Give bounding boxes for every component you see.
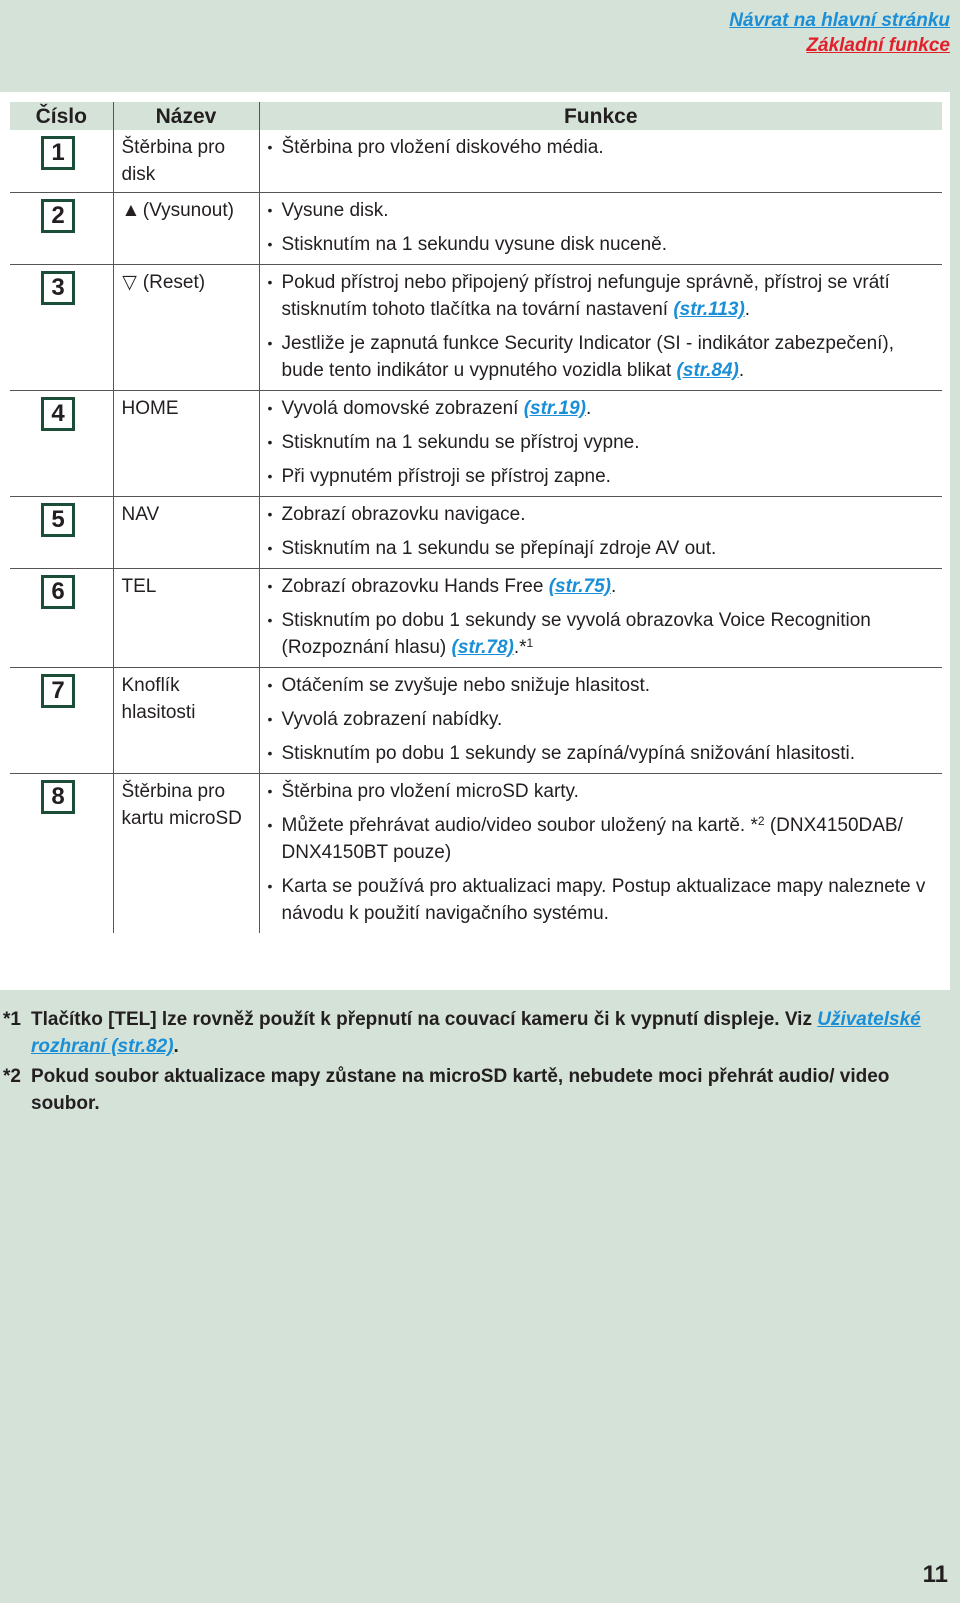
page-reference-link[interactable]: (str.78) (451, 637, 514, 658)
bullet-text: Stisknutím na 1 sekundu se přístroj vypne. (281, 432, 640, 453)
footnote-mark: *2 (3, 1066, 21, 1087)
item-number-box: 8 (41, 780, 75, 814)
function-bullet (268, 740, 937, 767)
function-bullet (268, 231, 937, 258)
table-row (10, 774, 942, 934)
bullet-text: Můžete přehrávat audio/video soubor uložený na kartě. * (281, 815, 758, 836)
back-to-main-page-link[interactable]: Návrat na hlavní stránku (729, 10, 950, 31)
footnote-punct: . (173, 1036, 179, 1057)
header-number: Číslo (10, 102, 113, 130)
page-reference-link[interactable]: (str.19) (523, 398, 587, 419)
table-row (10, 130, 942, 193)
table-row (10, 265, 942, 391)
function-bullet (268, 429, 937, 456)
header-name: Název (113, 102, 259, 130)
item-number-box: 1 (41, 136, 75, 170)
bullet-text: Stisknutím na 1 sekundu se přepínají zdroje AV out. (281, 538, 717, 559)
bullet-text: Stisknutím na 1 sekundu vysune disk nuceně. (281, 234, 668, 255)
function-bullet (268, 501, 937, 528)
bullet-text: Štěrbina pro vložení microSD karty. (281, 781, 579, 802)
table-row (10, 193, 942, 265)
bullet-text: Vyvolá domovské zobrazení (281, 398, 524, 419)
function-bullet (268, 672, 937, 699)
function-table-panel (0, 92, 950, 990)
item-number-box: 5 (41, 503, 75, 537)
name-cell (113, 774, 259, 934)
function-cell (259, 265, 942, 391)
footnote-mark: *1 (3, 1009, 21, 1030)
number-cell (10, 265, 113, 391)
name-cell (113, 265, 259, 391)
number-cell (10, 668, 113, 774)
table-header-row (10, 102, 942, 130)
page-reference-link[interactable]: (str.113) (673, 299, 745, 320)
bullet-text: Karta se používá pro aktualizaci mapy. Postup aktualizace mapy naleznete v návodu k použití navigačního systému. (281, 876, 926, 924)
function-cell (259, 668, 942, 774)
bullet-punct: .* (513, 637, 527, 658)
bullet-tail: (DNX4150DAB/ DNX4150BT pouze) (281, 815, 903, 863)
top-navigation-links (729, 8, 950, 58)
function-cell (259, 193, 942, 265)
function-table (10, 102, 942, 933)
header-function: Funkce (259, 102, 942, 130)
function-cell (259, 130, 942, 193)
bullet-punct: . (611, 576, 617, 597)
bullet-text: Pokud přístroj nebo připojený přístroj nefunguje správně, přístroj se vrátí stisknutím tohoto tlačítka na tovární nastavení (281, 272, 890, 320)
page-reference-link[interactable]: (str.75) (548, 576, 611, 597)
function-bullet (268, 573, 937, 600)
item-number-box: 2 (41, 199, 75, 233)
bullet-text: Vyvolá zobrazení nabídky. (281, 709, 503, 730)
function-cell (259, 391, 942, 497)
footnotes (3, 1006, 923, 1120)
bullet-punct: . (738, 360, 745, 381)
footnote-text: Tlačítko [TEL] lze rovněž použít k přepnutí na couvací kameru či k vypnutí displeje. Viz (31, 1009, 818, 1030)
bullet-text: Zobrazí obrazovku navigace. (281, 504, 526, 525)
item-name: Knoflík hlasitosti (121, 675, 196, 723)
number-cell (10, 193, 113, 265)
item-name: HOME (121, 398, 179, 419)
table-row (10, 497, 942, 569)
table-row (10, 668, 942, 774)
number-cell (10, 774, 113, 934)
function-bullet (268, 134, 937, 161)
reset-icon: ▽ (122, 272, 137, 293)
bullet-punct: . (744, 299, 751, 320)
bullet-punct: . (586, 398, 592, 419)
bullet-text: Štěrbina pro vložení diskového média. (281, 137, 604, 158)
name-cell (113, 391, 259, 497)
item-name: TEL (121, 576, 157, 597)
number-cell (10, 497, 113, 569)
item-name: Štěrbina pro kartu microSD (121, 781, 242, 829)
name-cell (113, 668, 259, 774)
function-bullet (268, 197, 937, 224)
user-interface-link[interactable]: Uživatelské rozhraní (str.82) (31, 1009, 921, 1057)
function-bullet (268, 607, 937, 661)
function-bullet (268, 330, 937, 384)
function-bullet (268, 463, 937, 490)
page-number: 11 (922, 1561, 948, 1588)
item-name: NAV (121, 504, 160, 525)
function-bullet (268, 269, 937, 323)
footnote-marker: 2 (757, 814, 765, 828)
bullet-text: Otáčením se zvyšuje nebo snižuje hlasitost. (281, 675, 651, 696)
eject-icon: ▲ (121, 200, 141, 221)
name-cell (113, 569, 259, 668)
function-cell (259, 774, 942, 934)
item-number-box: 3 (41, 271, 75, 305)
function-bullet (268, 873, 937, 927)
bullet-text: Vysune disk. (281, 200, 389, 221)
function-bullet (268, 706, 937, 733)
table-body (10, 130, 942, 933)
name-cell (113, 193, 259, 265)
function-bullet (268, 395, 937, 422)
table-row (10, 391, 942, 497)
item-name: (Reset) (142, 272, 206, 293)
bullet-text: Při vypnutém přístroji se přístroj zapne. (281, 466, 611, 487)
function-cell (259, 569, 942, 668)
item-number-box: 7 (41, 674, 75, 708)
number-cell (10, 569, 113, 668)
function-cell (259, 497, 942, 569)
footnote (3, 1006, 923, 1060)
footnote-marker: 1 (526, 636, 534, 650)
item-number-box: 6 (41, 575, 75, 609)
bullet-text: Stisknutím po dobu 1 sekundy se zapíná/vypíná snižování hlasitosti. (281, 743, 855, 764)
footnote-text: Pokud soubor aktualizace mapy zůstane na microSD kartě, nebudete moci přehrát audio/ video soubor. (31, 1066, 890, 1114)
item-name: (Vysunout) (142, 200, 234, 221)
function-bullet (268, 812, 937, 866)
function-bullet (268, 778, 937, 805)
item-number-box: 4 (41, 397, 75, 431)
bullet-text: Zobrazí obrazovku Hands Free (281, 576, 549, 597)
table-row (10, 569, 942, 668)
name-cell (113, 130, 259, 193)
item-name: Štěrbina pro disk (121, 137, 226, 185)
number-cell (10, 391, 113, 497)
bullet-text: Jestliže je zapnutá funkce Security Indicator (SI - indikátor zabezpečení), bude tento indikátor u vypnutého vozidla blikat (281, 333, 895, 381)
function-bullet (268, 535, 937, 562)
name-cell (113, 497, 259, 569)
number-cell (10, 130, 113, 193)
footnote (3, 1063, 923, 1117)
bullet-text: Stisknutím po dobu 1 sekundy se vyvolá obrazovka Voice Recognition (Rozpoznání hlasu) (281, 610, 871, 658)
page-reference-link[interactable]: (str.84) (676, 360, 739, 381)
basic-functions-link[interactable]: Základní funkce (806, 35, 950, 56)
